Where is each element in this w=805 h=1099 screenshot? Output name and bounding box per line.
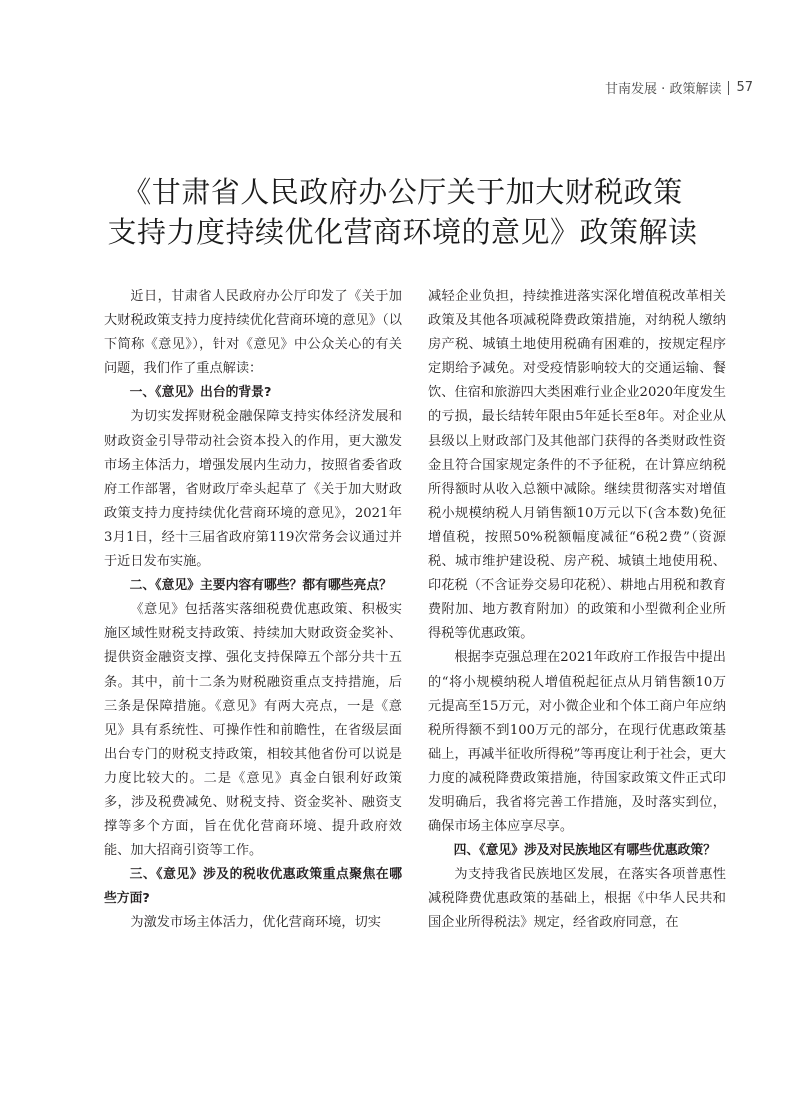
section-label: 甘南发展 · 政策解读 <box>605 82 722 97</box>
background-paragraph: 为切实发挥财税金融保障支持实体经济发展和财政资金引导带动社会资本投入的作用，更大激发市场主体活力，增强发展内生动力，按照省委省政府工作部署，省财政厅牵头起草了《关于加大财政政策支持力度持续优化营商环境的意见》，2021年3月1日，经十三届省政府第119次常务会议通过并于近日发布实施。 <box>104 409 402 570</box>
section-heading-2: 二、《意见》主要内容有哪些？都有哪些亮点？ <box>129 578 392 594</box>
ethnic-region-paragraph: 为支持我省民族地区发展，在落实各项普惠性减税降费优惠政策的基础上，根据《中华人民共和国企业所得税法》规定，经省政府同意，在 <box>428 867 726 931</box>
tax-paragraph-start: 为激发市场主体活力，优化营商环境，切实 <box>130 915 381 931</box>
intro-paragraph: 近日，甘肃省人民政府办公厅印发了《关于加大财税政策支持力度持续优化营商环境的意见》（以下简称《意见》），针对《意见》中公众关心的有关问题，我们作了重点解读： <box>104 289 402 377</box>
report-paragraph: 根据李克强总理在2021年政府工作报告中提出的“将小规模纳税人增值税起征点从月销售额10万元提高至15万元，对小微企业和个体工商户年应纳税所得额不到100万元的部分，在现行优惠政策基础上，再减半征收所得税”等再度让利于社会，更大力度的减税降费政策措施，待国家政策文件正式印发明确后，我省将完善工作措施，及时落实到位，确保市场主体应享尽享。 <box>428 650 726 835</box>
title-line-1: 《甘肃省人民政府办公厅关于加大财税政策 <box>122 175 683 209</box>
article-title <box>0 172 805 252</box>
title-line-2: 支持力度持续优化营商环境的意见》政策解读 <box>107 215 698 249</box>
left-column <box>104 285 402 936</box>
section-heading-1: 一、《意见》出台的背景? <box>129 385 272 401</box>
tax-paragraph-continued: 减轻企业负担，持续推进落实深化增值税改革相关政策及其他各项减税降费政策措施，对纳税人缴纳房产税、城镇土地使用税确有困难的，按规定程序定期给予减免。对受疫情影响较大的交通运输、餐饮、住宿和旅游四大类困难行业企业2020年度发生的亏损，最长结转年限由5年延长至8年。对企业从县级以上财政部门及其他部门获得的各类财政性资金且符合国家规定条件的不予征税，在计算应纳税所得额时从收入总额中减除。继续贯彻落实对增值税小规模纳税人月销售额10万元以下(含本数)免征增值税，按照50%税额幅度减征“6税2费”（资源税、城市维护建设税、房产税、城镇土地使用税、印花税（不含证券交易印花税）、耕地占用税和教育费附加、地方教育附加）的政策和小型微利企业所得税等优惠政策。 <box>428 289 726 642</box>
right-column <box>428 285 726 936</box>
content-paragraph: 《意见》包括落实落细税费优惠政策、积极实施区域性财税支持政策、持续加大财政资金奖补、提供资金融资支撑、强化支持保障五个部分共十五条。其中，前十二条为财税融资重点支持措施，后三条是保障措施。《意见》有两大亮点，一是《意见》具有系统性、可操作性和前瞻性，在省级层面出台专门的财税支持政策，相较其他省份可以说是力度比较大的。二是《意见》真金白银利好政策多，涉及税费减免、财税支持、资金奖补、融资支撑等多个方面，旨在优化营商环境、提升政府效能、加大招商引资等工作。 <box>104 602 402 859</box>
running-header <box>605 78 753 97</box>
section-heading-3: 三、《意见》涉及的税收优惠政策重点聚焦在哪些方面? <box>104 867 402 907</box>
page-number: 57 <box>736 80 753 95</box>
header-divider <box>728 81 729 95</box>
section-heading-4: 四、《意见》涉及对民族地区有哪些优惠政策？ <box>453 843 716 859</box>
